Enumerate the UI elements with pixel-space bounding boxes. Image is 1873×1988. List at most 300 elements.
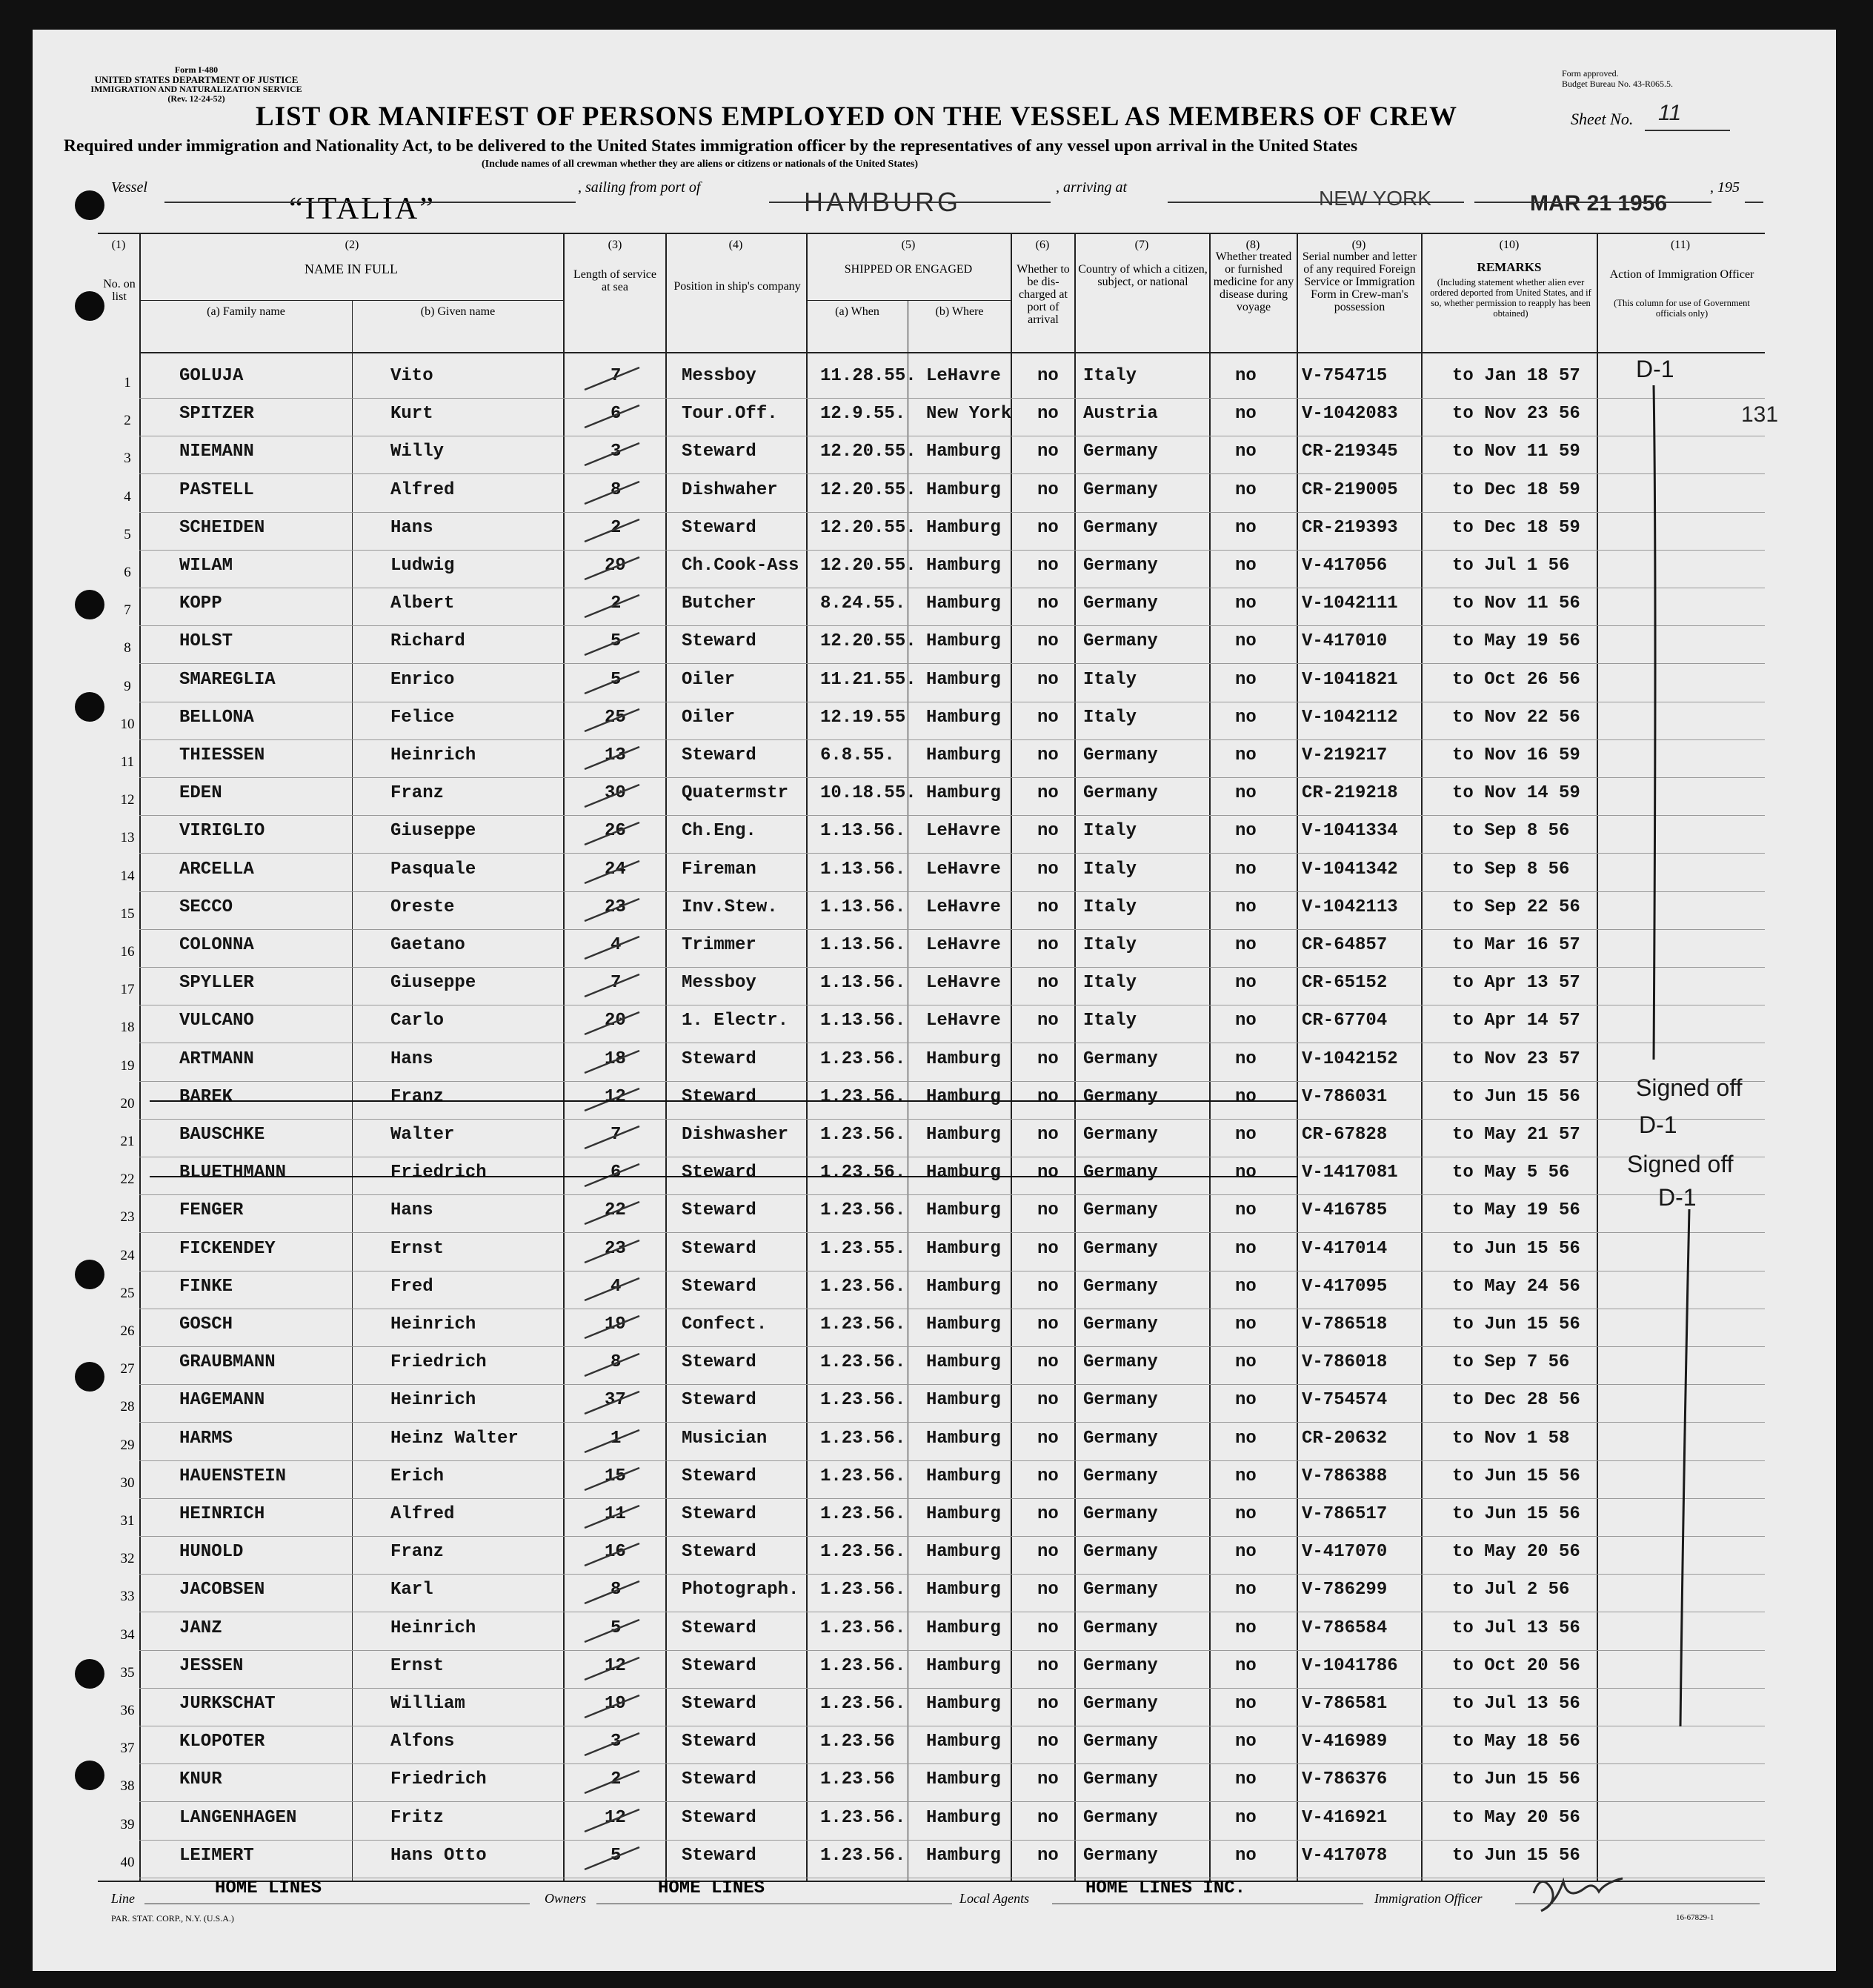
country-cell: Germany [1083,1732,1158,1752]
serial-number-cell: CR-65152 [1302,973,1388,994]
sailing-label: , sailing from port of [578,179,701,196]
treated-cell: no [1235,1238,1257,1259]
position-cell: Photograph. [682,1580,799,1600]
shipped-where-cell: Hamburg [926,1580,1001,1600]
treated-cell: no [1235,479,1257,500]
row-number: 12 [120,792,135,808]
length-of-service-cell: 13 [605,745,626,765]
treated-cell: no [1235,783,1257,804]
remarks-cell: to Oct 20 56 [1452,1655,1580,1676]
given-name-cell: Friedrich [390,1352,487,1373]
shipped-where-cell: Hamburg [926,442,1001,462]
family-name-cell: KOPP [179,594,222,614]
header-where: (b) Where [935,305,984,318]
family-name-cell: VIRIGLIO [179,821,265,842]
form-revision: (Rev. 12-24-52) [167,93,225,104]
serial-number-cell: V-1041821 [1302,669,1398,690]
shipped-when-cell: 1.23.56. [820,1125,906,1145]
given-name-cell: Carlo [390,1011,445,1031]
length-of-service-cell: 25 [605,707,626,728]
country-cell: Germany [1083,1125,1158,1145]
family-name-cell: HUNOLD [179,1542,244,1563]
given-name-cell: Alfred [390,1504,455,1524]
shipped-when-cell: 1.23.56. [820,1048,906,1069]
col-num: (6) [1035,239,1050,251]
discharge-cell: no [1037,1542,1059,1563]
remarks-cell: to Apr 13 57 [1452,973,1580,994]
shipped-where-cell: Hamburg [926,631,1001,652]
position-cell: Steward [682,1086,756,1107]
treated-cell: no [1235,631,1257,652]
given-name-cell: Alfred [390,479,455,500]
serial-number-cell: CR-67828 [1302,1125,1388,1145]
footer-officer-label: Immigration Officer [1374,1891,1483,1906]
treated-cell: no [1235,366,1257,386]
given-name-cell: Vito [390,366,433,386]
shipped-where-cell: Hamburg [926,479,1001,500]
row-number: 9 [124,678,131,694]
remarks-cell: to Mar 16 57 [1452,935,1580,955]
form-number: Form I-480 [174,64,219,75]
row-number: 37 [120,1741,135,1757]
row-number: 11 [120,754,135,770]
length-of-service-cell: 30 [605,783,626,804]
discharge-cell: no [1037,745,1059,765]
service-name: IMMIGRATION AND NATURALIZATION SERVICE [90,84,302,94]
header-discharged: Whether to be dis-charged at port of arrival [1017,263,1070,326]
given-name-cell: Albert [390,594,455,614]
length-of-service-cell: 1 [611,1428,622,1449]
shipped-when-cell: 1.13.56. [820,821,906,842]
discharge-cell: no [1037,479,1059,500]
length-of-service-cell: 4 [611,935,622,955]
position-cell: Steward [682,631,756,652]
discharge-cell: no [1037,783,1059,804]
header-action-officer: Action of Immigration Officer [1609,268,1754,281]
approval-line: Form approved. [1562,68,1619,79]
position-cell: Steward [682,1504,756,1524]
length-of-service-cell: 7 [611,973,622,994]
given-name-cell: Gaetano [390,935,465,955]
discharge-cell: no [1037,404,1059,425]
family-name-cell: GRAUBMANN [179,1352,276,1373]
footer-owners-label: Owners [545,1891,587,1906]
row-number: 26 [120,1323,135,1339]
row-number: 28 [120,1399,135,1415]
family-name-cell: BELLONA [179,707,254,728]
position-cell: 1. Electr. [682,1011,789,1031]
shipped-when-cell: 1.13.56. [820,859,906,880]
arrival-port: NEW YORK [1319,187,1431,210]
shipped-when-cell: 1.23.56. [820,1807,906,1828]
serial-number-cell: V-1042083 [1302,404,1398,425]
shipped-when-cell: 1.13.56. [820,935,906,955]
serial-number-cell: CR-20632 [1302,1428,1388,1449]
shipped-where-cell: Hamburg [926,1200,1001,1221]
position-cell: Steward [682,1048,756,1069]
family-name-cell: LANGENHAGEN [179,1807,297,1828]
sheet-label: Sheet No. [1571,110,1634,128]
country-cell: Germany [1083,1238,1158,1259]
discharge-cell: no [1037,1428,1059,1449]
remarks-cell: to Nov 14 59 [1452,783,1580,804]
country-cell: Italy [1083,821,1137,842]
country-cell: Germany [1083,517,1158,538]
discharge-cell: no [1037,1390,1059,1411]
serial-number-cell: V-786018 [1302,1352,1388,1373]
remarks-cell: to Jul 1 56 [1452,556,1570,576]
row-number: 14 [120,868,135,884]
country-cell: Germany [1083,1504,1158,1524]
family-name-cell: JESSEN [179,1655,244,1676]
treated-cell: no [1235,1732,1257,1752]
family-name-cell: GOSCH [179,1314,233,1334]
family-name-cell: HAUENSTEIN [179,1466,287,1486]
position-cell: Steward [682,1352,756,1373]
given-name-cell: Kurt [390,404,433,425]
family-name-cell: SPITZER [179,404,254,425]
shipped-where-cell: Hamburg [926,1048,1001,1069]
remarks-cell: to Dec 18 59 [1452,479,1580,500]
position-cell: Inv.Stew. [682,897,778,917]
col-num: (11) [1670,239,1691,251]
vessel-name: “ITALIA” [289,192,436,226]
vessel-label: Vessel [111,179,147,196]
length-of-service-cell: 12 [605,1086,626,1107]
shipped-when-cell: 1.23.56. [820,1542,906,1563]
family-name-cell: BAUSCHKE [179,1125,265,1145]
form-code: 16-67829-1 [1676,1913,1714,1922]
annotation-d1: D-1 [1639,1111,1677,1138]
position-cell: Steward [682,1732,756,1752]
shipped-where-cell: Hamburg [926,1769,1001,1790]
row-number: 38 [120,1778,135,1795]
family-name-cell: ARCELLA [179,859,254,880]
treated-cell: no [1235,859,1257,880]
remarks-cell: to May 21 57 [1452,1125,1580,1145]
family-name-cell: BAREK [179,1086,233,1107]
col-num: (10) [1499,239,1520,251]
row-number: 13 [120,830,135,846]
shipped-when-cell: 1.23.56. [820,1352,906,1373]
length-of-service-cell: 11 [605,1504,626,1524]
country-cell: Germany [1083,1466,1158,1486]
family-name-cell: FICKENDEY [179,1238,276,1259]
country-cell: Germany [1083,1845,1158,1866]
serial-number-cell: V-416785 [1302,1200,1388,1221]
remarks-cell: to Nov 23 57 [1452,1048,1580,1069]
shipped-when-cell: 10.18.55. [820,783,916,804]
row-number: 19 [120,1057,135,1074]
remarks-cell: to Jun 15 56 [1452,1314,1580,1334]
discharge-cell: no [1037,1011,1059,1031]
treated-cell: no [1235,897,1257,917]
shipped-when-cell: 12.19.55 [820,707,906,728]
remarks-cell: to May 19 56 [1452,1200,1580,1221]
length-of-service-cell: 2 [611,594,622,614]
position-cell: Steward [682,1542,756,1563]
serial-number-cell: V-417056 [1302,556,1388,576]
shipped-when-cell: 1.23.56. [820,1428,906,1449]
serial-number-cell: CR-67704 [1302,1011,1388,1031]
discharge-cell: no [1037,594,1059,614]
department-name: UNITED STATES DEPARTMENT OF JUSTICE [94,74,299,85]
country-cell: Italy [1083,897,1137,917]
shipped-where-cell: Hamburg [926,556,1001,576]
discharge-cell: no [1037,631,1059,652]
shipped-where-cell: LeHavre [926,821,1001,842]
treated-cell: no [1235,1276,1257,1297]
serial-number-cell: V-1041786 [1302,1655,1398,1676]
serial-number-cell: V-417078 [1302,1845,1388,1866]
serial-number-cell: V-1417081 [1302,1163,1398,1183]
treated-cell: no [1235,1163,1257,1183]
shipped-where-cell: Hamburg [926,1694,1001,1714]
year-suffix: , 195 [1710,179,1740,196]
discharge-cell: no [1037,935,1059,955]
length-of-service-cell: 8 [611,1352,622,1373]
remarks-cell: to Nov 22 56 [1452,707,1580,728]
given-name-cell: Heinrich [390,1390,476,1411]
treated-cell: no [1235,821,1257,842]
serial-number-cell: V-786518 [1302,1314,1388,1334]
country-cell: Austria [1083,404,1158,425]
row-number: 1 [124,375,131,390]
row-number: 4 [124,488,131,505]
annotation-signed-off: Signed off [1627,1151,1734,1177]
shipped-where-cell: Hamburg [926,1807,1001,1828]
given-name-cell: Erich [390,1466,445,1486]
treated-cell: no [1235,1011,1257,1031]
serial-number-cell: V-786299 [1302,1580,1388,1600]
shipped-where-cell: Hamburg [926,783,1001,804]
given-name-cell: Karl [390,1580,433,1600]
given-name-cell: Franz [390,1542,445,1563]
treated-cell: no [1235,517,1257,538]
shipped-when-cell: 1.23.56 [820,1732,895,1752]
country-cell: Germany [1083,556,1158,576]
given-name-cell: Willy [390,442,445,462]
footer-owners-value: HOME LINES [658,1878,765,1898]
length-of-service-cell: 4 [611,1276,622,1297]
position-cell: Fireman [682,859,756,880]
serial-number-cell: CR-64857 [1302,935,1388,955]
position-cell: Dishwasher [682,1125,789,1145]
treated-cell: no [1235,745,1257,765]
length-of-service-cell: 16 [605,1542,626,1563]
country-cell: Germany [1083,1655,1158,1676]
serial-number-cell: V-1042152 [1302,1048,1398,1069]
discharge-cell: no [1037,1845,1059,1866]
position-cell: Steward [682,1655,756,1676]
shipped-where-cell: Hamburg [926,1352,1001,1373]
treated-cell: no [1235,1428,1257,1449]
remarks-cell: to Jul 2 56 [1452,1580,1570,1600]
family-name-cell: FENGER [179,1200,244,1221]
footer-line-value: HOME LINES [215,1878,322,1898]
discharge-cell: no [1037,1200,1059,1221]
country-cell: Germany [1083,1390,1158,1411]
shipped-when-cell: 6.8.55. [820,745,895,765]
remarks-cell: to Sep 7 56 [1452,1352,1570,1373]
printer-imprint: PAR. STAT. CORP., N.Y. (U.S.A.) [111,1913,234,1924]
row-number: 15 [120,905,135,922]
serial-number-cell: V-1042113 [1302,897,1398,917]
treated-cell: no [1235,1694,1257,1714]
serial-number-cell: V-1042111 [1302,594,1398,614]
annotation-d1: D-1 [1658,1184,1697,1211]
given-name-cell: Enrico [390,669,455,690]
shipped-where-cell: Hamburg [926,745,1001,765]
shipped-when-cell: 1.23.56. [820,1845,906,1866]
bracket-line [1654,385,1655,1060]
family-name-cell: KNUR [179,1769,222,1790]
discharge-cell: no [1037,859,1059,880]
length-of-service-cell: 3 [611,1732,622,1752]
country-cell: Italy [1083,935,1137,955]
given-name-cell: Friedrich [390,1163,487,1183]
given-name-cell: Oreste [390,897,455,917]
country-cell: Italy [1083,669,1137,690]
family-name-cell: THIESSEN [179,745,265,765]
shipped-where-cell: LeHavre [926,1011,1001,1031]
remarks-cell: to Nov 1 58 [1452,1428,1570,1449]
discharge-cell: no [1037,821,1059,842]
family-name-cell: KLOPOTER [179,1732,265,1752]
serial-number-cell: V-1041342 [1302,859,1398,880]
row-number: 17 [120,982,135,998]
serial-number-cell: V-219217 [1302,745,1388,765]
col-num: (5) [901,239,916,251]
row-number: 16 [120,944,135,960]
col-num: (3) [608,239,622,251]
position-cell: Tour.Off. [682,404,778,425]
serial-number-cell: V-417070 [1302,1542,1388,1563]
country-cell: Germany [1083,1314,1158,1334]
length-of-service-cell: 6 [611,1163,622,1183]
given-name-cell: Giuseppe [390,821,476,842]
treated-cell: no [1235,1542,1257,1563]
length-of-service-cell: 5 [611,669,622,690]
serial-number-cell: V-1041334 [1302,821,1398,842]
arrival-date: MAR 21 1956 [1530,191,1668,216]
shipped-where-cell: Hamburg [926,1655,1001,1676]
length-of-service-cell: 18 [605,1048,626,1069]
length-of-service-cell: 3 [611,442,622,462]
remarks-cell: to Jun 15 56 [1452,1504,1580,1524]
serial-number-cell: V-417095 [1302,1276,1388,1297]
treated-cell: no [1235,669,1257,690]
family-name-cell: JACOBSEN [179,1580,265,1600]
serial-number-cell: V-1042112 [1302,707,1398,728]
serial-number-cell: V-754715 [1302,366,1388,386]
serial-number-cell: V-754574 [1302,1390,1388,1411]
row-number: 34 [120,1626,135,1643]
position-cell: Ch.Cook-Ass [682,556,799,576]
remarks-cell: to Oct 26 56 [1452,669,1580,690]
given-name-cell: Pasquale [390,859,476,880]
remarks-cell: to Jun 15 56 [1452,1845,1580,1866]
serial-number-cell: V-786031 [1302,1086,1388,1107]
family-name-cell: NIEMANN [179,442,254,462]
position-cell: Musician [682,1428,768,1449]
position-cell: Confect. [682,1314,768,1334]
serial-number-cell: V-416921 [1302,1807,1388,1828]
country-cell: Germany [1083,1580,1158,1600]
country-cell: Italy [1083,1011,1137,1031]
row-number: 35 [120,1664,135,1681]
position-cell: Steward [682,517,756,538]
treated-cell: no [1235,1769,1257,1790]
officer-signature [1534,1878,1623,1911]
footer-agents-label: Local Agents [959,1891,1030,1906]
family-name-cell: PASTELL [179,479,254,500]
length-of-service-cell: 7 [611,1125,622,1145]
serial-number-cell: CR-219218 [1302,783,1398,804]
serial-number-cell: V-786581 [1302,1694,1388,1714]
row-number: 23 [120,1209,135,1226]
header-remarks-note: (Including statement whether alien ever ordered deported from United States, and if so, whether permission to reapply has been obtained) [1430,277,1591,319]
row-number: 29 [120,1437,135,1453]
shipped-where-cell: Hamburg [926,1845,1001,1866]
length-of-service-cell: 20 [605,1011,626,1031]
discharge-cell: no [1037,1048,1059,1069]
treated-cell: no [1235,1807,1257,1828]
position-cell: Trimmer [682,935,756,955]
shipped-where-cell: Hamburg [926,517,1001,538]
discharge-cell: no [1037,1769,1059,1790]
header-serial-number: Serial number and letter of any required Foreign Service or Immigration Form in Crew-man's possession [1302,250,1417,313]
row-number: 2 [124,413,131,429]
serial-number-cell: V-786584 [1302,1618,1388,1638]
length-of-service-cell: 23 [605,1238,626,1259]
row-number: 27 [120,1361,135,1377]
family-name-cell: SMAREGLIA [179,669,276,690]
family-name-cell: ARTMANN [179,1048,254,1069]
shipped-where-cell: Hamburg [926,669,1001,690]
given-name-cell: Walter [390,1125,455,1145]
treated-cell: no [1235,1314,1257,1334]
col-num: (2) [345,239,359,251]
row-number: 8 [124,640,131,656]
annotation-d1: D-1 [1636,356,1674,382]
shipped-where-cell: Hamburg [926,1390,1001,1411]
discharge-cell: no [1037,897,1059,917]
country-cell: Germany [1083,1694,1158,1714]
shipped-where-cell: Hamburg [926,1086,1001,1107]
remarks-cell: to Sep 8 56 [1452,859,1570,880]
family-name-cell: HAGEMANN [179,1390,265,1411]
given-name-cell: Heinrich [390,1314,476,1334]
given-name-cell: Fritz [390,1807,445,1828]
page-subtitle: Required under immigration and Nationality Act, to be delivered to the United States immigration officer by the representatives of any vessel upon arrival in the United States [64,136,1358,156]
shipped-where-cell: Hamburg [926,1125,1001,1145]
budget-bureau-line: Budget Bureau No. 43-R065.5. [1562,79,1673,89]
given-name-cell: Heinz Walter [390,1428,519,1449]
length-of-service-cell: 29 [605,556,626,576]
position-cell: Butcher [682,594,756,614]
remarks-cell: to Jan 18 57 [1452,366,1580,386]
discharge-cell: no [1037,1163,1059,1183]
remarks-cell: to Dec 28 56 [1452,1390,1580,1411]
given-name-cell: Hans [390,1200,433,1221]
shipped-where-cell: Hamburg [926,1163,1001,1183]
sailing-port: HAMBURG [804,187,962,217]
given-name-cell: Franz [390,1086,445,1107]
length-of-service-cell: 24 [605,859,626,880]
row-number: 10 [120,716,135,732]
crew-note: (Include names of all crewman whether they are aliens or citizens or nationals of the United States) [482,159,918,170]
